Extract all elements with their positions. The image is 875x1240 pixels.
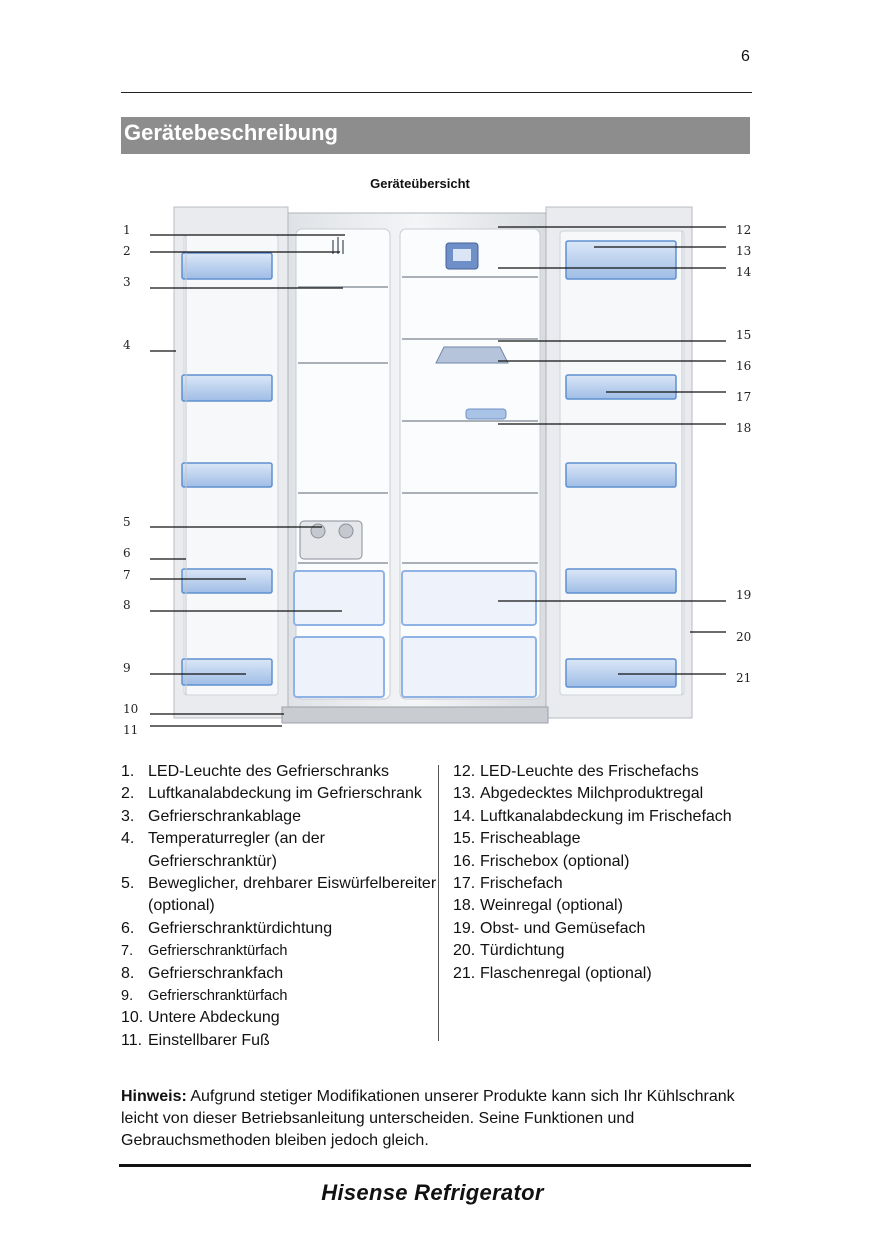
brand-footer: Hisense Refrigerator [321,1180,544,1205]
callout-12: 12 [736,223,752,237]
legend-item: 21. Flaschenregal (optional) [453,964,652,982]
callout-11: 11 [123,723,139,737]
figure-title: Geräteübersicht [370,176,470,191]
note-paragraph [121,1086,761,1152]
callout-numbers-left [123,223,138,737]
note-text: Aufgrund stetiger Modifikationen unserer Produkte kann sich Ihr Kühlschrank leicht von dieser Betriebsanleitung unterscheiden. Seine Funktionen und Gebrauchsmethoden bleiben jedoch gleich. [121,1088,735,1149]
legend-item: 6. Gefrierschranktürdichtung [121,919,333,937]
legend-item: 16. Frischebox (optional) [453,852,630,870]
legend-item: 20. Türdichtung [453,942,565,960]
legend-right [453,761,753,985]
fresh-box [436,347,508,363]
legend-item: 3. Gefrierschrankablage [121,807,301,825]
freezer-door [174,207,288,718]
note-label: Hinweis: [121,1088,187,1105]
callout-14: 14 [736,265,752,279]
temperature-display [446,243,478,269]
legend-item: 11. Einstellbarer Fuß [121,1031,270,1049]
legend-item: 9. Gefrierschranktürfach [121,988,288,1005]
legend-item: 15. Frischeablage [453,830,581,848]
callout-8: 8 [123,598,131,612]
section-title: Gerätebeschreibung [124,120,338,145]
legend-item: 10. Untere Abdeckung [121,1009,280,1027]
callout-5: 5 [123,515,131,529]
bottom-rule [119,1164,751,1167]
legend-item: 1. LED-Leuchte des Gefrierschranks [121,763,389,780]
legend-item: 4. Temperaturregler (an der Gefrierschranktür) [121,830,325,870]
callout-21: 21 [736,671,752,685]
callout-18: 18 [736,421,752,435]
callout-3: 3 [123,275,131,289]
legend-item: 17. Frischefach [453,875,563,893]
legend-item: 14. Luftkanalabdeckung im Frischefach [453,807,732,825]
fridge-door [546,207,692,718]
legend-left [121,761,439,1052]
callout-6: 6 [123,546,131,560]
legend-divider [438,765,439,1041]
callout-20: 20 [736,630,752,644]
callout-2: 2 [123,244,131,258]
legend-item: 5. Beweglicher, drehbarer Eiswürfelbereiter (optional) [121,875,437,915]
callout-10: 10 [123,702,139,716]
legend-item: 8. Gefrierschrankfach [121,964,284,982]
refrigerator-diagram [0,195,875,750]
callout-13: 13 [736,244,752,258]
legend-item: 18. Weinregal (optional) [453,897,623,915]
callout-numbers-right [736,223,752,685]
wine-rack [466,409,506,419]
legend-item: 13. Abgedecktes Milchproduktregal [453,785,704,803]
top-rule [121,92,752,93]
page-number: 6 [741,48,750,65]
callout-1: 1 [123,223,131,237]
legend-item: 12. LED-Leuchte des Frischefachs [453,763,699,780]
callout-19: 19 [736,588,752,602]
callout-17: 17 [736,390,752,404]
callout-9: 9 [123,661,131,675]
legend-item: 2. Luftkanalabdeckung im Gefrierschrank [121,785,422,803]
callout-16: 16 [736,359,752,373]
callout-4: 4 [123,338,131,352]
legend-item: 19. Obst- und Gemüsefach [453,919,646,937]
callout-15: 15 [736,328,752,342]
callout-7: 7 [123,568,131,582]
legend-item: 7. Gefrierschranktürfach [121,943,288,960]
